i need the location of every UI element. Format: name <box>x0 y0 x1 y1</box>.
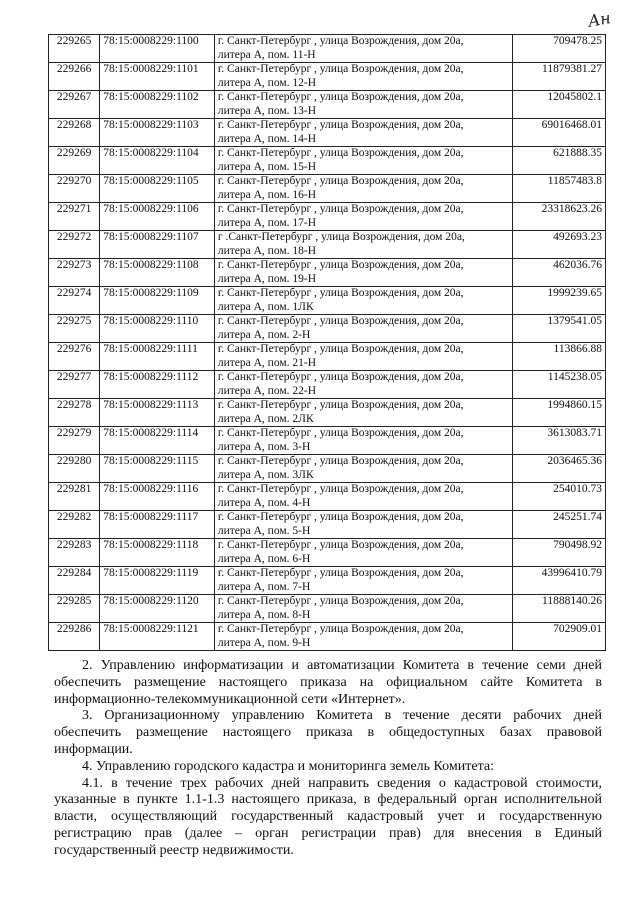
address-line-1: г. Санкт-Петербург , улица Возрождения, дом 20а, <box>217 483 464 495</box>
address-line-1: г. Санкт-Петербург , улица Возрождения, дом 20а, <box>217 63 464 75</box>
cadastral-value-cell: 43996410.79 <box>513 567 606 595</box>
row-id-cell: 229286 <box>49 623 100 651</box>
cadastral-number-cell: 78:15:0008229:1105 <box>100 175 215 203</box>
cadastral-value-cell: 790498.92 <box>513 539 606 567</box>
row-id-cell: 229268 <box>49 119 100 147</box>
address-line-1: г. Санкт-Петербург , улица Возрождения, дом 20а, <box>217 91 464 103</box>
address-line-1: г. Санкт-Петербург , улица Возрождения, дом 20а, <box>217 511 464 523</box>
address-cell <box>214 595 513 623</box>
address-line-1: г. Санкт-Петербург , улица Возрождения, дом 20а, <box>217 175 464 187</box>
address-line-2: литера А, пом. 16-Н <box>217 188 317 201</box>
cadastral-number-cell: 78:15:0008229:1103 <box>100 119 215 147</box>
row-id-cell: 229266 <box>49 63 100 91</box>
row-id-cell: 229283 <box>49 539 100 567</box>
row-id-cell: 229278 <box>49 399 100 427</box>
cadastral-value-table <box>48 34 606 651</box>
address-cell <box>214 287 513 315</box>
address-cell <box>214 567 513 595</box>
row-id-cell: 229274 <box>49 287 100 315</box>
address-line-2: литера А, пом. 3ЛК <box>217 468 314 481</box>
cadastral-value-cell: 1379541.05 <box>513 315 606 343</box>
table-row <box>49 567 606 595</box>
cadastral-number-cell: 78:15:0008229:1101 <box>100 63 215 91</box>
cadastral-number-cell: 78:15:0008229:1107 <box>100 231 215 259</box>
row-id-cell: 229270 <box>49 175 100 203</box>
address-line-1: г. Санкт-Петербург , улица Возрождения, дом 20а, <box>217 343 464 355</box>
address-cell <box>214 203 513 231</box>
row-id-cell: 229265 <box>49 35 100 63</box>
row-id-cell: 229271 <box>49 203 100 231</box>
cadastral-value-cell: 69016468.01 <box>513 119 606 147</box>
address-line-2: литера А, пом. 8-Н <box>217 608 311 621</box>
address-cell <box>214 427 513 455</box>
table-row <box>49 511 606 539</box>
paragraph-4: 4. Управлению городского кадастра и мониторинга земель Комитета: <box>82 758 494 774</box>
cadastral-number-cell: 78:15:0008229:1116 <box>100 483 215 511</box>
table-row <box>49 343 606 371</box>
row-id-cell: 229267 <box>49 91 100 119</box>
address-line-2: литера А, пом. 6-Н <box>217 552 311 565</box>
paragraph-2: 2. Управлению информатизации и автоматизации Комитета в течение семи дней обеспечить размещение настоящего приказа на официальном сайте Комитета в информационно-телекоммуникационной сети «Интернет». <box>54 658 602 707</box>
address-cell <box>214 63 513 91</box>
address-line-1: г. Санкт-Петербург , улица Возрождения, дом 20а, <box>217 119 464 131</box>
cadastral-value-cell: 3613083.71 <box>513 427 606 455</box>
cadastral-number-cell: 78:15:0008229:1109 <box>100 287 215 315</box>
cadastral-value-cell: 11857483.8 <box>513 175 606 203</box>
cadastral-value-cell: 1999239.65 <box>513 287 606 315</box>
address-line-2: литера А, пом. 14-Н <box>217 132 317 145</box>
address-line-1: г. Санкт-Петербург , улица Возрождения, дом 20а, <box>217 567 464 579</box>
cadastral-value-cell: 702909.01 <box>513 623 606 651</box>
address-cell <box>214 119 513 147</box>
cadastral-value-cell: 621888.35 <box>513 147 606 175</box>
order-text <box>54 658 602 860</box>
row-id-cell: 229279 <box>49 427 100 455</box>
address-cell <box>214 371 513 399</box>
address-line-1: г. Санкт-Петербург , улица Возрождения, дом 20а, <box>217 595 464 607</box>
table-row <box>49 147 606 175</box>
address-cell <box>214 343 513 371</box>
address-line-2: литера А, пом. 22-Н <box>217 384 317 397</box>
table-row <box>49 483 606 511</box>
cadastral-number-cell: 78:15:0008229:1113 <box>100 399 215 427</box>
address-cell <box>214 483 513 511</box>
address-line-1: г. Санкт-Петербург , улица Возрождения, дом 20а, <box>217 315 464 327</box>
cadastral-number-cell: 78:15:0008229:1118 <box>100 539 215 567</box>
address-line-2: литера А, пом. 2-Н <box>217 328 311 341</box>
cadastral-number-cell: 78:15:0008229:1121 <box>100 623 215 651</box>
address-line-1: г. Санкт-Петербург , улица Возрождения, дом 20а, <box>217 147 464 159</box>
table-row <box>49 595 606 623</box>
row-id-cell: 229276 <box>49 343 100 371</box>
row-id-cell: 229272 <box>49 231 100 259</box>
cadastral-number-cell: 78:15:0008229:1117 <box>100 511 215 539</box>
table-row <box>49 539 606 567</box>
table-row <box>49 231 606 259</box>
address-cell <box>214 175 513 203</box>
cadastral-number-cell: 78:15:0008229:1106 <box>100 203 215 231</box>
table-row <box>49 427 606 455</box>
address-cell <box>214 91 513 119</box>
address-line-2: литера А, пом. 18-Н <box>217 244 317 257</box>
address-line-2: литера А, пом. 3-Н <box>217 440 311 453</box>
address-cell <box>214 399 513 427</box>
cadastral-value-cell: 11879381.27 <box>513 63 606 91</box>
cadastral-value-cell: 254010.73 <box>513 483 606 511</box>
address-cell <box>214 623 513 651</box>
cadastral-number-cell: 78:15:0008229:1102 <box>100 91 215 119</box>
table-row <box>49 623 606 651</box>
cadastral-number-cell: 78:15:0008229:1114 <box>100 427 215 455</box>
table-row <box>49 203 606 231</box>
cadastral-value-cell: 2036465.36 <box>513 455 606 483</box>
cadastral-value-cell: 113866.88 <box>513 343 606 371</box>
cadastral-value-cell: 709478.25 <box>513 35 606 63</box>
address-line-2: литера А, пом. 19-Н <box>217 272 317 285</box>
signature-mark: Ан <box>586 8 613 31</box>
address-line-1: г. Санкт-Петербург , улица Возрождения, дом 20а, <box>217 287 464 299</box>
table-row <box>49 63 606 91</box>
address-line-2: литера А, пом. 5-Н <box>217 524 311 537</box>
cadastral-value-cell: 11888140.26 <box>513 595 606 623</box>
table-row <box>49 315 606 343</box>
row-id-cell: 229282 <box>49 511 100 539</box>
table-row <box>49 287 606 315</box>
table-row <box>49 91 606 119</box>
address-line-2: литера А, пом. 17-Н <box>217 216 317 229</box>
address-cell <box>214 315 513 343</box>
address-cell <box>214 539 513 567</box>
paragraph-3: 3. Организационному управлению Комитета в течение десяти рабочих дней обеспечить размещение настоящего приказа в общедоступных базах правовой информации. <box>54 708 602 757</box>
cadastral-number-cell: 78:15:0008229:1115 <box>100 455 215 483</box>
address-cell <box>214 511 513 539</box>
cadastral-number-cell: 78:15:0008229:1120 <box>100 595 215 623</box>
cadastral-number-cell: 78:15:0008229:1111 <box>100 343 215 371</box>
address-line-1: г. Санкт-Петербург , улица Возрождения, дом 20а, <box>217 539 464 551</box>
address-line-1: г. Санкт-Петербург , улица Возрождения, дом 20а, <box>217 427 464 439</box>
cadastral-value-cell: 23318623.26 <box>513 203 606 231</box>
cadastral-value-cell: 1994860.15 <box>513 399 606 427</box>
row-id-cell: 229281 <box>49 483 100 511</box>
cadastral-number-cell: 78:15:0008229:1100 <box>100 35 215 63</box>
cadastral-value-cell: 245251.74 <box>513 511 606 539</box>
row-id-cell: 229285 <box>49 595 100 623</box>
cadastral-value-cell: 462036.76 <box>513 259 606 287</box>
address-line-1: г. Санкт-Петербург , улица Возрождения, дом 20а, <box>217 371 464 383</box>
table-row <box>49 175 606 203</box>
cadastral-number-cell: 78:15:0008229:1110 <box>100 315 215 343</box>
address-cell <box>214 455 513 483</box>
cadastral-value-cell: 492693.23 <box>513 231 606 259</box>
address-line-1: г. Санкт-Петербург , улица Возрождения, дом 20а, <box>217 35 464 47</box>
row-id-cell: 229284 <box>49 567 100 595</box>
row-id-cell: 229275 <box>49 315 100 343</box>
address-line-2: литера А, пом. 12-Н <box>217 76 317 89</box>
address-cell <box>214 35 513 63</box>
row-id-cell: 229277 <box>49 371 100 399</box>
address-line-1: г. Санкт-Петербург , улица Возрождения, дом 20а, <box>217 259 464 271</box>
table-row <box>49 371 606 399</box>
paragraph-4-1: 4.1. в течение трех рабочих дней направить сведения о кадастровой стоимости, указанные в пункте 1.1-1.3 настоящего приказа, в федеральный орган исполнительной власти, осуществляющий государственный кадастровый учет и государственную регистрацию прав (далее – орган регистрации прав) для внесения в Единый государственный реестр недвижимости. <box>54 775 602 858</box>
address-line-1: г. Санкт-Петербург , улица Возрождения, дом 20а, <box>217 399 464 411</box>
address-line-1: г .Санкт-Петербург , улица Возрождения, дом 20а, <box>217 231 465 243</box>
row-id-cell: 229269 <box>49 147 100 175</box>
address-cell <box>214 147 513 175</box>
cadastral-number-cell: 78:15:0008229:1108 <box>100 259 215 287</box>
cadastral-value-cell: 1145238.05 <box>513 371 606 399</box>
address-line-2: литера А, пом. 7-Н <box>217 580 311 593</box>
address-line-2: литера А, пом. 15-Н <box>217 160 317 173</box>
table-row <box>49 119 606 147</box>
address-line-2: литера А, пом. 4-Н <box>217 496 311 509</box>
cadastral-value-cell: 12045802.1 <box>513 91 606 119</box>
address-line-2: литера А, пом. 9-Н <box>217 636 311 649</box>
table-body <box>49 35 606 651</box>
address-line-1: г. Санкт-Петербург , улица Возрождения, дом 20а, <box>217 623 464 635</box>
address-line-1: г. Санкт-Петербург , улица Возрождения, дом 20а, <box>217 455 464 467</box>
address-line-2: литера А, пом. 21-Н <box>217 356 317 369</box>
address-cell <box>214 259 513 287</box>
table-row <box>49 455 606 483</box>
address-line-2: литера А, пом. 1ЛК <box>217 300 314 313</box>
address-cell <box>214 231 513 259</box>
row-id-cell: 229280 <box>49 455 100 483</box>
table-row <box>49 259 606 287</box>
table-row <box>49 399 606 427</box>
address-line-1: г. Санкт-Петербург , улица Возрождения, дом 20а, <box>217 203 464 215</box>
address-line-2: литера А, пом. 2ЛК <box>217 412 314 425</box>
table-row <box>49 35 606 63</box>
row-id-cell: 229273 <box>49 259 100 287</box>
address-line-2: литера А, пом. 13-Н <box>217 104 317 117</box>
cadastral-number-cell: 78:15:0008229:1104 <box>100 147 215 175</box>
cadastral-number-cell: 78:15:0008229:1119 <box>100 567 215 595</box>
cadastral-number-cell: 78:15:0008229:1112 <box>100 371 215 399</box>
address-line-2: литера А, пом. 11-Н <box>217 48 316 61</box>
